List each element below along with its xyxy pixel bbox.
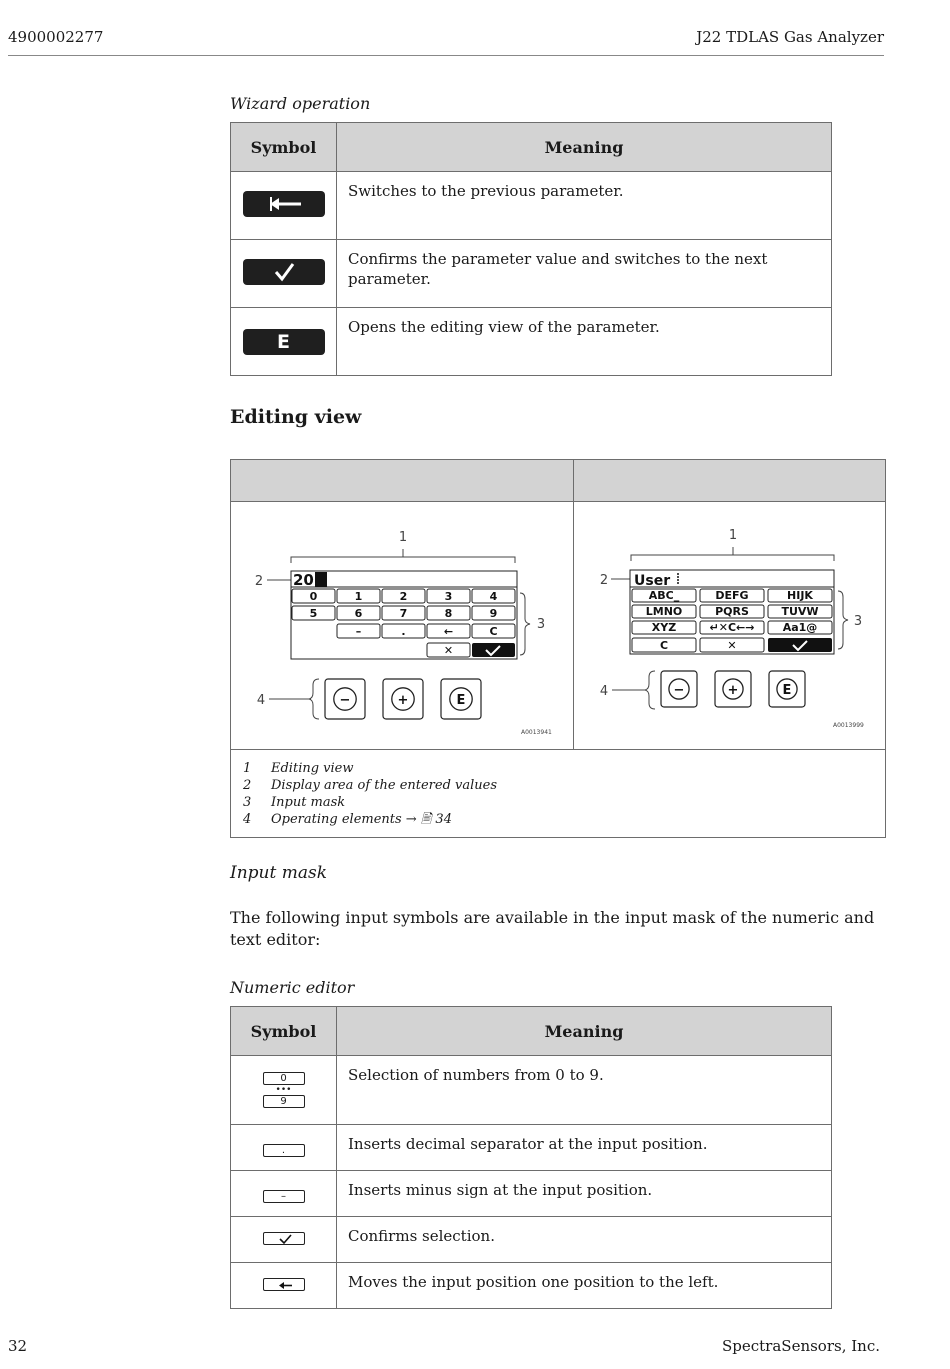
header-rule: [8, 55, 884, 56]
col-meaning: Meaning: [337, 123, 832, 172]
plus-key-icon: [383, 679, 423, 719]
svg-text:✕: ✕: [727, 639, 737, 652]
table-row: [231, 172, 832, 240]
svg-text:+: +: [397, 693, 409, 708]
table-row: [231, 240, 832, 308]
legend-item: 2 Display area of the entered values: [243, 778, 498, 793]
key-label: C: [659, 639, 669, 652]
col-symbol: Symbol: [231, 1007, 337, 1056]
e-key-icon: [769, 671, 805, 707]
back-arrow-icon: [243, 191, 325, 217]
text-figure-code: A0013999: [833, 722, 864, 729]
numeric-figure-code: A0013941: [521, 729, 552, 736]
key-label: LMNO: [645, 605, 683, 618]
table-header-row: [231, 1007, 832, 1056]
symbol-cell: [231, 1263, 337, 1309]
meaning-cell: Opens the editing view of the parameter.: [337, 308, 832, 376]
symbol-cell: [231, 1125, 337, 1171]
legend-item: 4 Operating elements → 🖹 34: [243, 812, 452, 827]
minus-key-icon: [661, 671, 697, 707]
legend-item: 3 Input mask: [243, 795, 346, 810]
svg-text:−: −: [339, 693, 351, 708]
key-label: 9: [489, 607, 498, 620]
text-editor-illustration: [600, 528, 864, 729]
table-header-row: [231, 123, 832, 172]
numeric-editor-illustration: [255, 530, 552, 736]
key-label: HIJK: [787, 589, 813, 602]
svg-text:E: E: [782, 683, 792, 698]
symbol-cell: [231, 308, 337, 376]
callout-3-right: 3: [853, 614, 863, 629]
key-label: 3: [444, 590, 453, 603]
table-row: [231, 1217, 832, 1263]
meaning-cell: Confirms selection.: [337, 1217, 832, 1263]
svg-text:E: E: [456, 693, 466, 708]
figure-legend: [243, 760, 497, 828]
key-label: 7: [399, 607, 408, 620]
svg-text:−: −: [673, 683, 685, 698]
decimal-point-icon: .: [263, 1144, 305, 1157]
legend-item: 1 Editing view: [243, 761, 354, 776]
key-label: ↵✕C←→: [709, 621, 755, 634]
callout-1: 1: [398, 530, 408, 545]
editor-illustrations: [231, 503, 885, 749]
key-label: 6: [354, 607, 363, 620]
callout-4-right: 4: [599, 684, 609, 699]
meaning-cell: Selection of numbers from 0 to 9.: [337, 1056, 832, 1125]
wizard-caption: Wizard operation: [230, 94, 371, 113]
table-row: [231, 1056, 832, 1125]
key-label: .: [401, 625, 406, 638]
text-display-value: User: [634, 573, 671, 589]
key-label: DEFG: [715, 589, 749, 602]
callout-2: 2: [254, 574, 264, 589]
figure-header: [231, 460, 885, 502]
table-row: [231, 308, 832, 376]
key-label: 2: [399, 590, 408, 603]
key-label: ABC_: [648, 589, 680, 602]
key-label: –: [355, 625, 362, 638]
page-number: 32: [8, 1337, 28, 1355]
meaning-cell: Confirms the parameter value and switches to the next parameter.: [337, 240, 832, 308]
product-name: J22 TDLAS Gas Analyzer: [696, 28, 884, 46]
table-row: [231, 1125, 832, 1171]
key-label: C: [489, 625, 498, 638]
symbol-cell: [231, 1171, 337, 1217]
key-label: TUVW: [781, 605, 819, 618]
key-label: Aa1@: [782, 621, 818, 634]
table-row: [231, 1171, 832, 1217]
input-mask-caption: Input mask: [230, 863, 328, 883]
key-label: PQRS: [715, 605, 749, 618]
company-name: SpectraSensors, Inc.: [722, 1337, 880, 1355]
plus-key-icon: [715, 671, 751, 707]
e-key-icon: [441, 679, 481, 719]
table-row: [231, 1263, 832, 1309]
meaning-cell: Inserts decimal separator at the input position.: [337, 1125, 832, 1171]
symbol-cell: [231, 172, 337, 240]
input-mask-paragraph: The following input symbols are available in the input mask of the numeric and text editor:: [230, 908, 875, 949]
minus-sign-icon: –: [263, 1190, 305, 1203]
callout-4: 4: [256, 693, 266, 708]
svg-text:✕: ✕: [443, 644, 454, 657]
meaning-cell: Moves the input position one position to the left.: [337, 1263, 832, 1309]
symbol-cell: [231, 1056, 337, 1125]
key-label: 8: [444, 607, 453, 620]
key-label: 0: [309, 590, 318, 603]
editing-view-title: Editing view: [230, 406, 362, 428]
col-meaning: Meaning: [337, 1007, 832, 1056]
numeric-display-value: 20: [293, 571, 314, 589]
e-key-icon: [243, 329, 325, 355]
editing-view-figure: [230, 459, 886, 838]
key-label: 4: [489, 590, 498, 603]
symbol-cell: [231, 1217, 337, 1263]
callout-1-right: 1: [728, 528, 738, 543]
numeric-editor-table: [230, 1006, 832, 1309]
svg-text:+: +: [727, 683, 739, 698]
wizard-table: [230, 122, 832, 376]
numeric-editor-caption: Numeric editor: [230, 978, 355, 997]
symbol-cell: [231, 240, 337, 308]
key-label: 1: [354, 590, 363, 603]
meaning-cell: Switches to the previous parameter.: [337, 172, 832, 240]
digits-0-9-icon: 0 ••• 9: [231, 1072, 336, 1108]
checkmark-icon: [243, 259, 325, 285]
checkmark-icon: [263, 1232, 305, 1245]
col-symbol: Symbol: [231, 123, 337, 172]
e-key-label: E: [277, 330, 290, 353]
back-arrow-icon: [263, 1278, 305, 1291]
meaning-cell: Inserts minus sign at the input position.: [337, 1171, 832, 1217]
key-label: 5: [309, 607, 318, 620]
callout-3: 3: [536, 617, 546, 632]
minus-key-icon: [325, 679, 365, 719]
callout-2-right: 2: [599, 573, 609, 588]
document-number: 4900002277: [8, 28, 104, 46]
key-label: ←: [443, 625, 454, 638]
key-label: XYZ: [651, 621, 677, 634]
